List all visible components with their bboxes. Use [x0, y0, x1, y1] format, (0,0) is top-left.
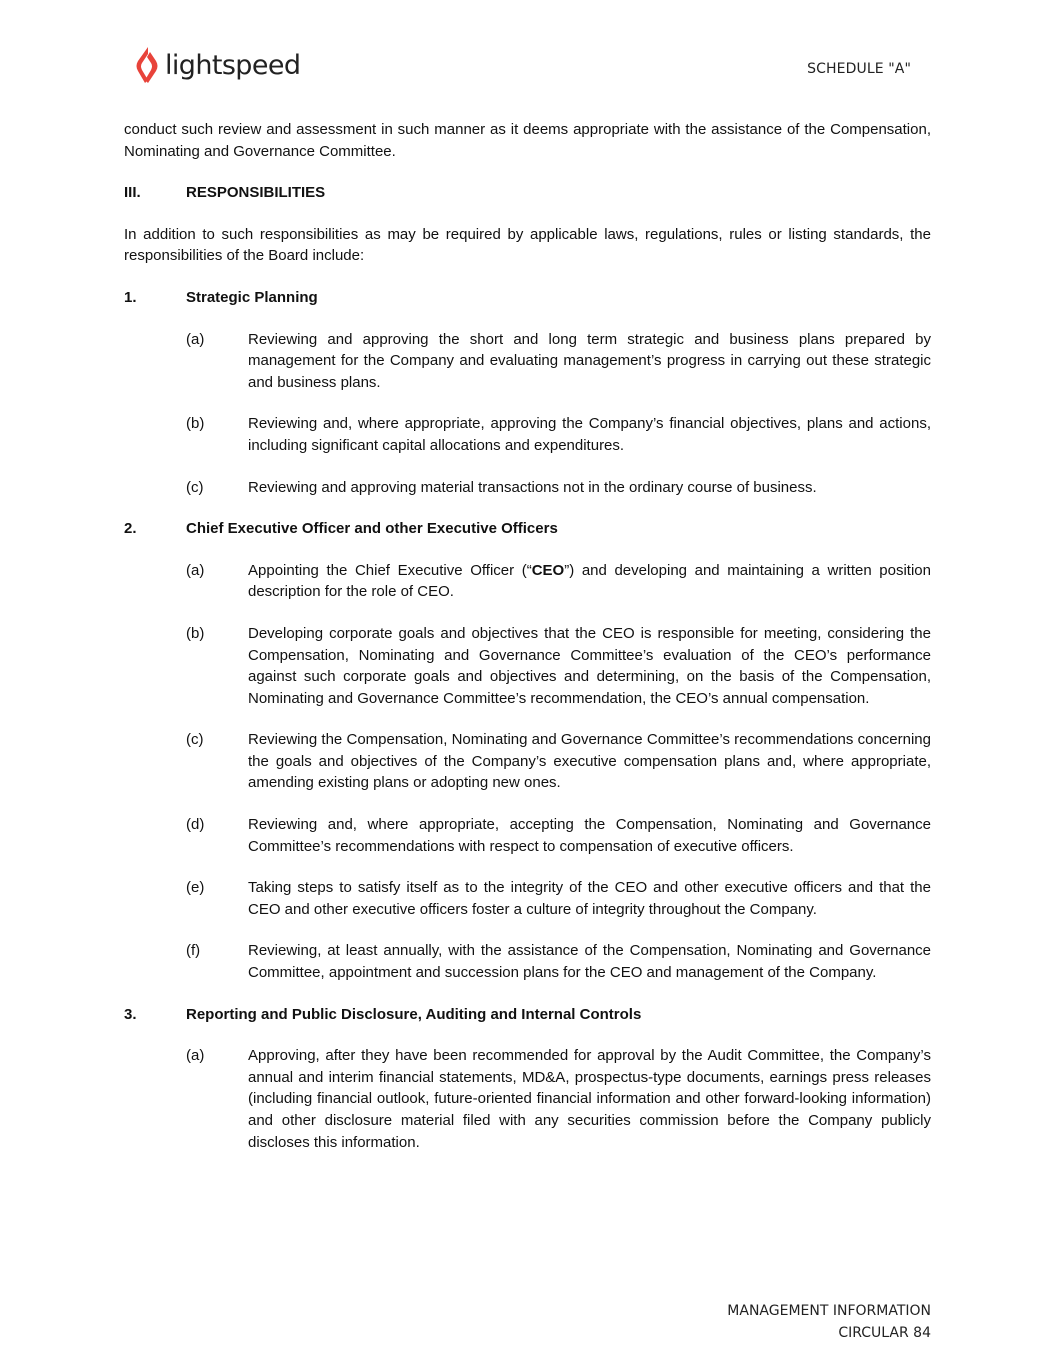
flame-logo-icon [135, 46, 161, 84]
group-number: 1. [124, 288, 137, 306]
item-text: Reviewing the Compensation, Nominating and Governance Committee’s recommendations concerning the goals and objectives of the Company’s executive compensation plans and, where appropriate, amending existing plans or adopting new ones. [248, 731, 931, 792]
group-title: Strategic Planning [186, 288, 318, 306]
group-heading-reporting [124, 1004, 931, 1026]
intro-paragraph: conduct such review and assessment in such manner as it deems appropriate with the assistance of the Compensation, Nominating and Governance Committee. [124, 121, 931, 160]
section-intro-paragraph: In addition to such responsibilities as may be required by applicable laws, regulations, rules or listing standards, the responsibilities of the Board include: [124, 225, 931, 265]
item-text-before: Appointing the Chief Executive Officer (“ [248, 561, 532, 579]
item-text-bold: CEO [531, 561, 565, 579]
document-body [124, 119, 931, 1173]
page-footer [727, 1300, 931, 1344]
group-number: 2. [124, 520, 137, 538]
item-label: (a) [186, 1047, 205, 1065]
list-item [186, 329, 931, 394]
group-title: Chief Executive Officer and other Executive Officers [186, 520, 558, 538]
item-label: (c) [186, 731, 204, 749]
item-label: (d) [186, 816, 205, 834]
list-item [186, 1045, 931, 1153]
item-text: Reviewing, at least annually, with the assistance of the Compensation, Nominating and Governance Committee, appointment and succession plans for the CEO and management of the Company. [248, 942, 931, 982]
list-item [186, 940, 931, 983]
list-item [186, 877, 931, 920]
group-heading-executive-officers [124, 518, 931, 540]
item-label: (a) [186, 330, 205, 348]
item-text: Reviewing and, where appropriate, accepting the Compensation, Nominating and Governance Committee’s recommendations with respect to compensation of executive officers. [248, 816, 931, 855]
group-heading-strategic-planning [124, 287, 931, 309]
section-number: III. [124, 184, 141, 202]
schedule-label: SCHEDULE "A" [807, 61, 911, 77]
list-item [186, 413, 931, 456]
section-heading [124, 182, 931, 204]
list-item [186, 814, 931, 857]
company-logo [135, 46, 300, 84]
item-text: Developing corporate goals and objectives that the CEO is responsible for meeting, considering the Compensation, Nominating and Governance Committee’s evaluation of the CEO’s performance against such corporate goals and objectives and determining, on the basis of the Compensation, Nominating and Governance Committee’s recommendation, the CEO’s annual compensation. [248, 624, 931, 707]
group-number: 3. [124, 1005, 137, 1023]
group-title: Reporting and Public Disclosure, Auditing and Internal Controls [186, 1005, 642, 1023]
item-label: (c) [186, 478, 204, 496]
item-text: Reviewing and approving material transactions not in the ordinary course of business. [248, 478, 817, 496]
item-label: (b) [186, 415, 205, 433]
item-text: Taking steps to satisfy itself as to the integrity of the CEO and other executive officers and that the CEO and other executive officers foster a culture of integrity throughout the Company. [248, 879, 931, 918]
item-text: Reviewing and approving the short and long term strategic and business plans prepared by management for the Company and evaluating management’s progress in carrying out these strategic and business plans. [248, 330, 931, 391]
list-item [186, 729, 931, 794]
logo-wordmark: lightspeed [165, 49, 301, 81]
item-text: Reviewing and, where appropriate, approving the Company’s financial objectives, plans and actions, including significant capital allocations and expenditures. [248, 415, 931, 454]
item-label: (e) [186, 879, 205, 897]
list-item [186, 560, 931, 603]
item-label: (a) [186, 561, 205, 579]
list-item [186, 623, 931, 709]
footer-line-2: CIRCULAR 84 [838, 1325, 931, 1341]
item-text-after: ”) and developing and maintaining a written position description for the role of CEO. [248, 561, 931, 601]
item-label: (b) [186, 624, 205, 642]
item-label: (f) [186, 942, 201, 960]
list-item [186, 477, 931, 499]
item-text: Approving, after they have been recommended for approval by the Audit Committee, the Company’s annual and interim financial statements, MD&A, prospectus-type documents, earnings press releases (including financial outlook, future-oriented financial information and other forward-looking information) and other disclosure material filed with any securities commission before the Company publicly discloses this information. [248, 1047, 931, 1151]
item-text [248, 560, 931, 603]
footer-line-1: MANAGEMENT INFORMATION [727, 1303, 931, 1319]
section-title: RESPONSIBILITIES [186, 184, 326, 202]
